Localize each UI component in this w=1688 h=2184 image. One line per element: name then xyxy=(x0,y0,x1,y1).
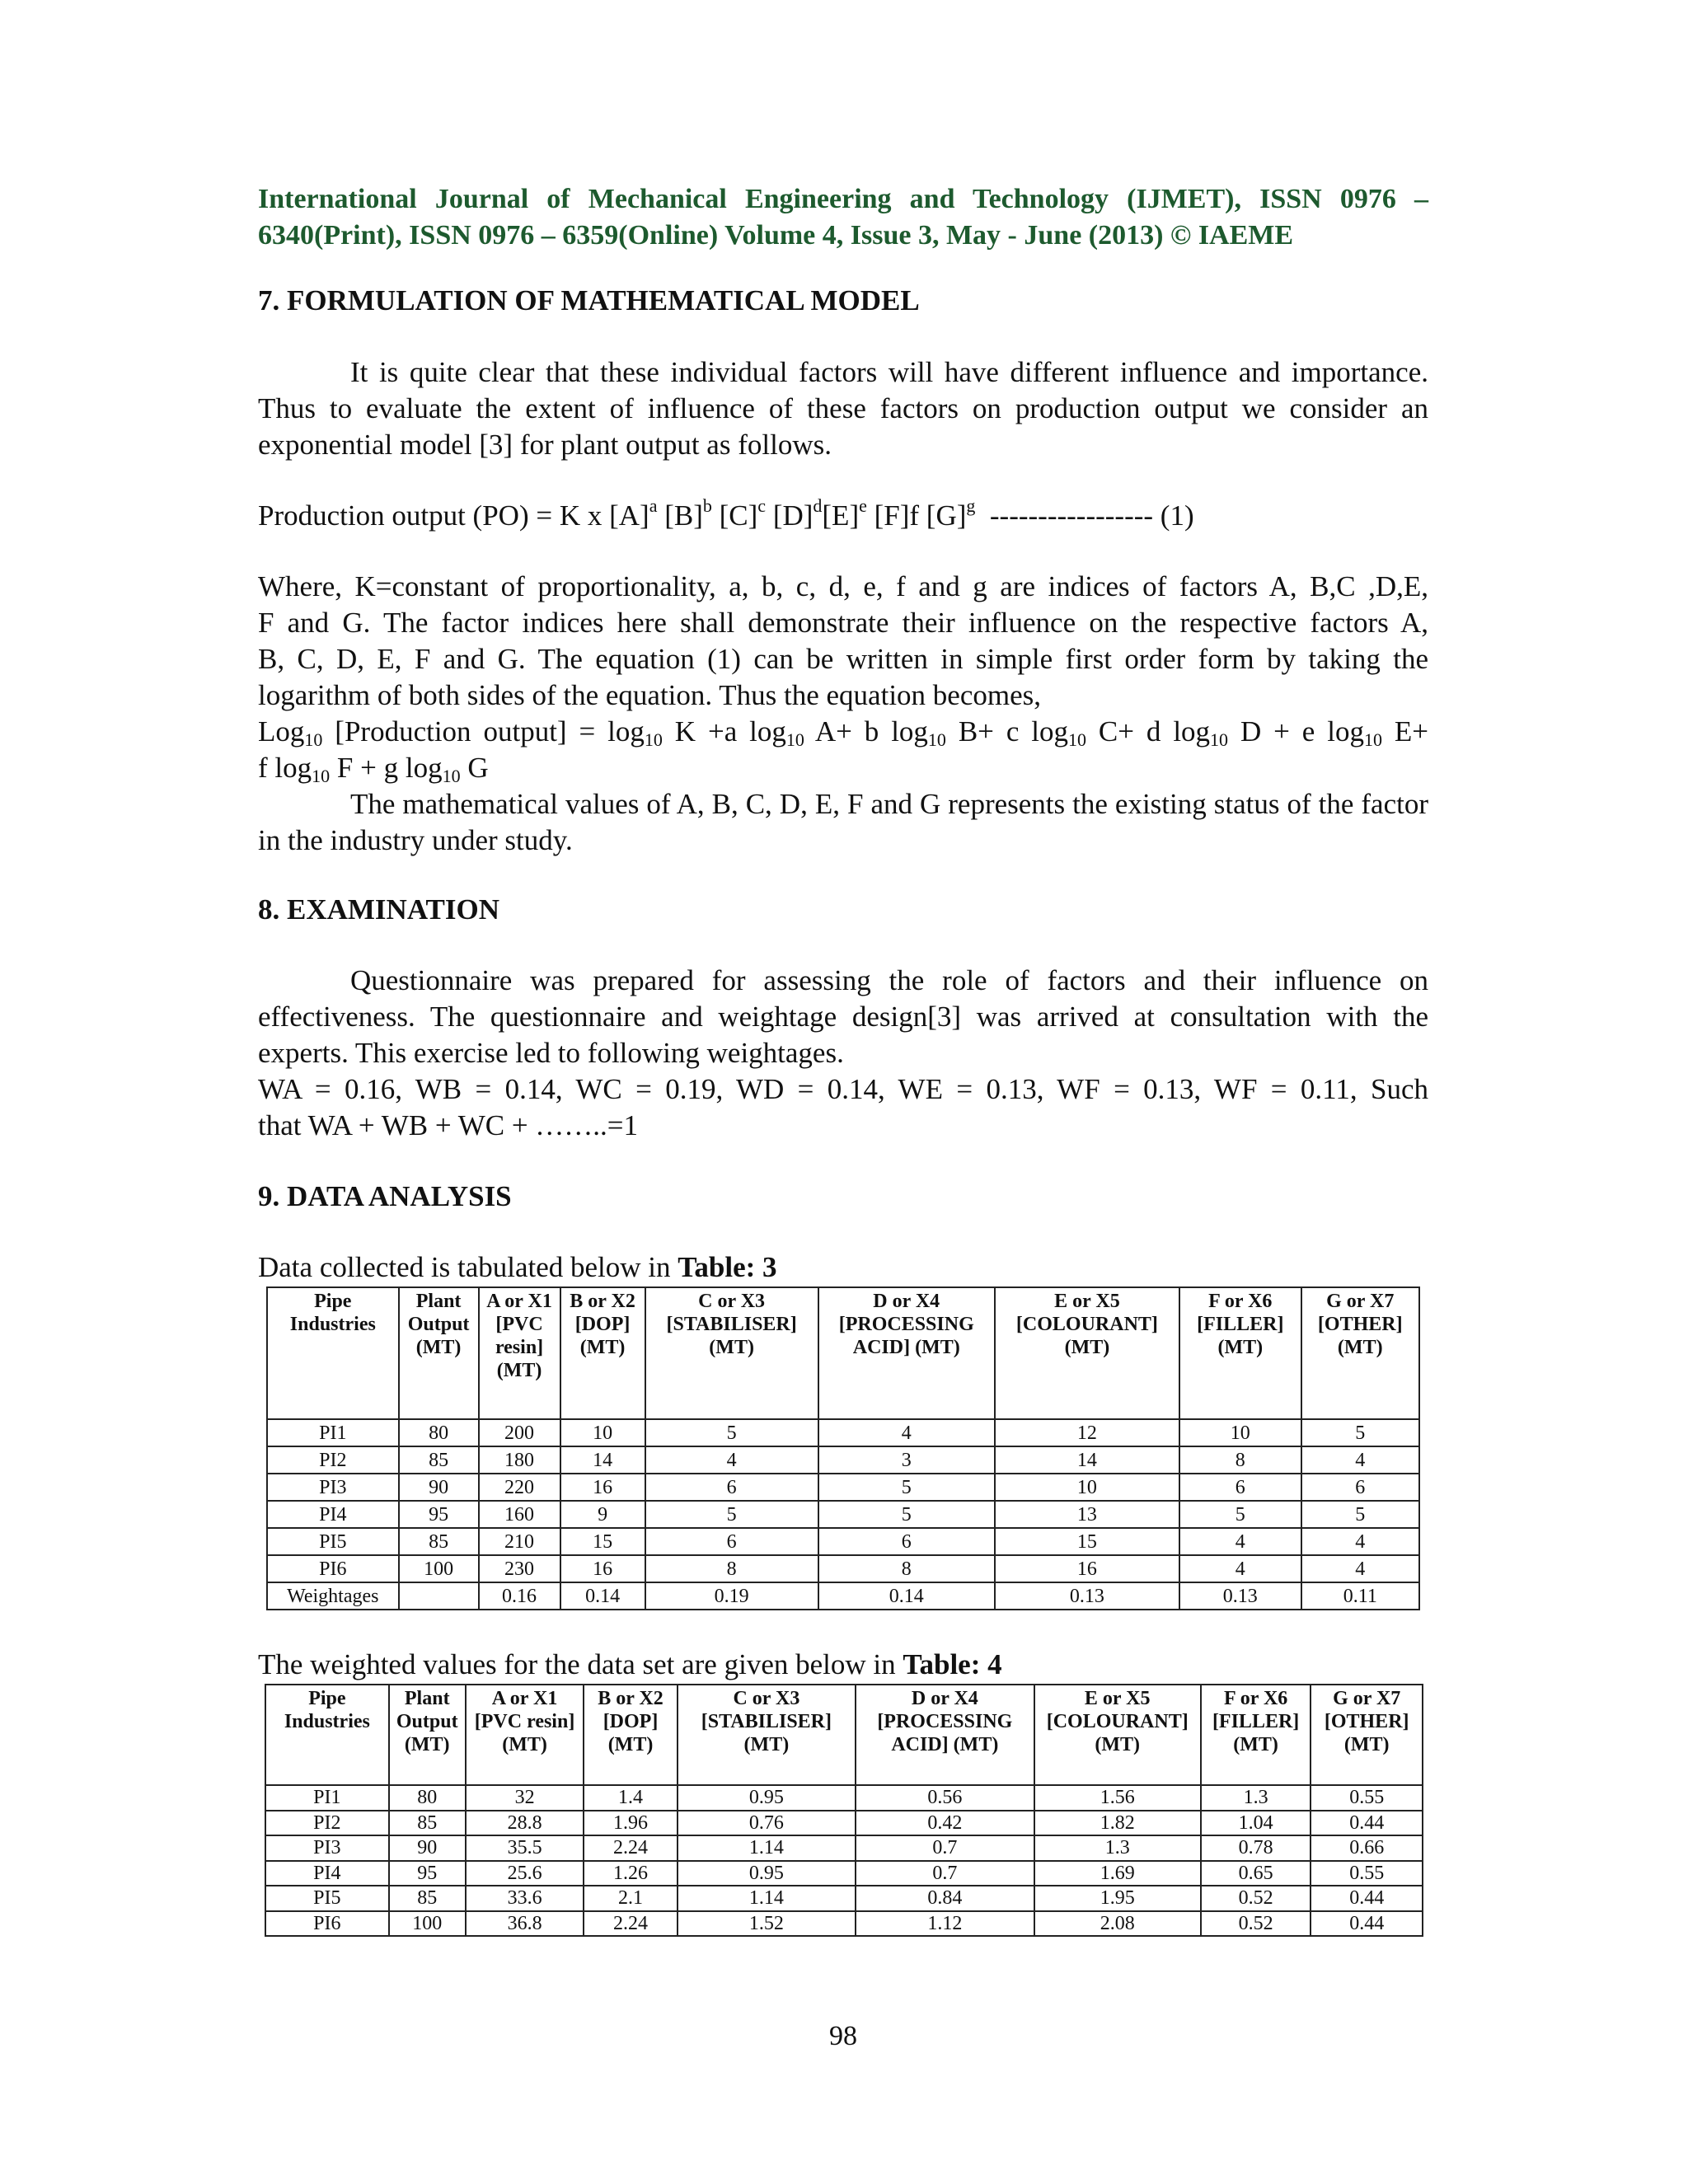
table-cell: PI4 xyxy=(265,1861,389,1886)
table-cell: 10 xyxy=(995,1474,1179,1501)
table-cell: 0.44 xyxy=(1311,1911,1423,1937)
table-cell: 5 xyxy=(1179,1501,1301,1528)
table-row xyxy=(265,1886,1423,1911)
table-cell: 12 xyxy=(995,1419,1179,1446)
table3-header-cell: C or X3 [STABILISER] (MT) xyxy=(645,1287,818,1419)
table-cell: 0.44 xyxy=(1311,1886,1423,1911)
table-4 xyxy=(265,1684,1423,1937)
where-line-1: Where, K=constant of proportionality, a, b, c, d, e, f and g are indices of factors A, B,C ,D,E, xyxy=(258,570,1428,602)
table-cell: 210 xyxy=(479,1528,560,1555)
table-cell: 16 xyxy=(560,1474,645,1501)
table-row xyxy=(265,1835,1423,1861)
table-cell: 0.44 xyxy=(1311,1811,1423,1836)
table4-header-cell: C or X3 [STABILISER] (MT) xyxy=(678,1685,856,1785)
table-cell: 95 xyxy=(389,1861,466,1886)
table-cell: 180 xyxy=(479,1446,560,1474)
table-cell: 1.14 xyxy=(678,1835,856,1861)
table4-header-cell: D or X4 [PROCESSING ACID] (MT) xyxy=(856,1685,1034,1785)
table4-header-cell: Pipe Industries xyxy=(265,1685,389,1785)
table-cell: 13 xyxy=(995,1501,1179,1528)
table3-header-cell: D or X4 [PROCESSING ACID] (MT) xyxy=(818,1287,995,1419)
table-cell: PI2 xyxy=(267,1446,399,1474)
table-4-caption xyxy=(258,1647,1002,1683)
section-8-title: 8. EXAMINATION xyxy=(258,893,499,926)
table-cell: 1.82 xyxy=(1034,1811,1201,1836)
table-cell: 6 xyxy=(1179,1474,1301,1501)
table-cell: 4 xyxy=(1179,1555,1301,1582)
table-cell: 10 xyxy=(560,1419,645,1446)
table-cell: 0.78 xyxy=(1201,1835,1311,1861)
header-line-1: International Journal of Mechanical Engineering and Technology (IJMET), ISSN 0976 – xyxy=(258,184,1428,214)
section-7-paragraph-2 xyxy=(258,569,1428,786)
table-cell: 16 xyxy=(995,1555,1179,1582)
table-cell: 2.24 xyxy=(584,1911,677,1937)
table-row xyxy=(267,1474,1419,1501)
table-cell: PI5 xyxy=(267,1528,399,1555)
table-cell: 0.19 xyxy=(645,1582,818,1610)
page-number: 98 xyxy=(829,2021,857,2051)
table-row xyxy=(265,1811,1423,1836)
table-cell: 220 xyxy=(479,1474,560,1501)
table-cell: 85 xyxy=(389,1886,466,1911)
table-cell: 10 xyxy=(1179,1419,1301,1446)
table-cell: 5 xyxy=(818,1474,995,1501)
table-cell: 100 xyxy=(389,1911,466,1937)
table-cell: Weightages xyxy=(267,1582,399,1610)
table-cell: 4 xyxy=(1301,1446,1419,1474)
table-cell: 3 xyxy=(818,1446,995,1474)
table-cell: 5 xyxy=(645,1419,818,1446)
table-cell: PI6 xyxy=(265,1911,389,1937)
where-line-3: B, C, D, E, F and G. The equation (1) can be written in simple first order form by taking the xyxy=(258,643,1428,675)
table-3-label: Table: 3 xyxy=(678,1251,777,1283)
equation-lhs: Production output (PO) = K x [A] xyxy=(258,499,649,532)
table-row xyxy=(267,1446,1419,1474)
table-cell: 1.96 xyxy=(584,1811,677,1836)
table4-header-cell: F or X6 [FILLER] (MT) xyxy=(1201,1685,1311,1785)
table-cell: 95 xyxy=(399,1501,479,1528)
table-3 xyxy=(266,1286,1420,1610)
table-cell: 0.16 xyxy=(479,1582,560,1610)
table-cell: 1.3 xyxy=(1201,1785,1311,1811)
table-cell: PI6 xyxy=(267,1555,399,1582)
table-cell: 100 xyxy=(399,1555,479,1582)
section-7-paragraph-1: It is quite clear that these individual factors will have different influence and importance. Thus to evaluate the extent of influence of these factors on production output we consider an exponential model [3] for plant output as follows. xyxy=(258,356,1428,461)
table-cell: 1.04 xyxy=(1201,1811,1311,1836)
table-cell xyxy=(399,1582,479,1610)
table-cell: 14 xyxy=(995,1446,1179,1474)
table-cell: 0.76 xyxy=(678,1811,856,1836)
table-cell: 0.13 xyxy=(1179,1582,1301,1610)
section-7-title: 7. FORMULATION OF MATHEMATICAL MODEL xyxy=(258,284,920,316)
table-row xyxy=(265,1911,1423,1937)
table4-header-cell: B or X2 [DOP] (MT) xyxy=(584,1685,677,1785)
table-cell: 8 xyxy=(1179,1446,1301,1474)
table-cell: 5 xyxy=(818,1501,995,1528)
table-row xyxy=(267,1582,1419,1610)
table-cell: 4 xyxy=(818,1419,995,1446)
table-cell: 0.55 xyxy=(1311,1861,1423,1886)
table-cell: 1.52 xyxy=(678,1911,856,1937)
table-cell: 1.14 xyxy=(678,1886,856,1911)
table3-header-cell: A or X1 [PVC resin] (MT) xyxy=(479,1287,560,1419)
table-cell: 4 xyxy=(1301,1528,1419,1555)
table-cell: 0.95 xyxy=(678,1785,856,1811)
table-cell: 36.8 xyxy=(466,1911,584,1937)
table-row xyxy=(267,1528,1419,1555)
table4-header-cell: G or X7 [OTHER] (MT) xyxy=(1311,1685,1423,1785)
journal-header xyxy=(258,181,1428,254)
table-cell: 0.52 xyxy=(1201,1911,1311,1937)
table-cell: 0.14 xyxy=(818,1582,995,1610)
section-8-paragraph: Questionnaire was prepared for assessing the role of factors and their influence on effectiveness. The questionnaire and weightage design[3] was arrived at consultation with the experts. This exercise led to following weightages. xyxy=(258,964,1428,1069)
where-line-2: F and G. The factor indices here shall demonstrate their influence on the respective factors A, xyxy=(258,607,1428,639)
table-cell: 15 xyxy=(560,1528,645,1555)
table-3-caption xyxy=(258,1249,777,1286)
table-cell: 1.26 xyxy=(584,1861,677,1886)
table3-header-cell: B or X2 [DOP] (MT) xyxy=(560,1287,645,1419)
table-row xyxy=(267,1419,1419,1446)
table-cell: 0.14 xyxy=(560,1582,645,1610)
table-cell: 6 xyxy=(818,1528,995,1555)
weightages-text xyxy=(258,1071,1428,1144)
table-cell: 230 xyxy=(479,1555,560,1582)
table-cell: 5 xyxy=(645,1501,818,1528)
table-row xyxy=(265,1785,1423,1811)
table-cell: 0.55 xyxy=(1311,1785,1423,1811)
weightages-line-1: WA = 0.16, WB = 0.14, WC = 0.19, WD = 0.14, WE = 0.13, WF = 0.13, WF = 0.11, Such xyxy=(258,1073,1428,1105)
table-cell: 16 xyxy=(560,1555,645,1582)
table-cell: 0.65 xyxy=(1201,1861,1311,1886)
table-cell: 80 xyxy=(389,1785,466,1811)
table-cell: 1.12 xyxy=(856,1911,1034,1937)
table-3-caption-text: Data collected is tabulated below in xyxy=(258,1251,678,1283)
table3-header-cell: Plant Output (MT) xyxy=(399,1287,479,1419)
table-cell: PI2 xyxy=(265,1811,389,1836)
table-cell: 15 xyxy=(995,1528,1179,1555)
table-cell: 32 xyxy=(466,1785,584,1811)
table-cell: 35.5 xyxy=(466,1835,584,1861)
table-cell: 8 xyxy=(645,1555,818,1582)
table-row xyxy=(267,1555,1419,1582)
table-row xyxy=(265,1861,1423,1886)
table3-header-cell: E or X5 [COLOURANT] (MT) xyxy=(995,1287,1179,1419)
table3-header-cell: F or X6 [FILLER] (MT) xyxy=(1179,1287,1301,1419)
table-cell: 0.7 xyxy=(856,1861,1034,1886)
log-equation-line-2: f $\log_{10} F + g$ $\log_{10} G$ xyxy=(258,752,489,786)
table-cell: 0.11 xyxy=(1301,1582,1419,1610)
table-row xyxy=(267,1501,1419,1528)
table-cell: 0.56 xyxy=(856,1785,1034,1811)
table-4-header-row xyxy=(265,1685,1423,1785)
table-cell: 0.42 xyxy=(856,1811,1034,1836)
table4-header-cell: Plant Output (MT) xyxy=(389,1685,466,1785)
table-cell: 0.95 xyxy=(678,1861,856,1886)
table-cell: 200 xyxy=(479,1419,560,1446)
table-cell: PI1 xyxy=(265,1785,389,1811)
equation-ref: ----------------- (1) xyxy=(982,499,1194,532)
header-line-2: 6340(Print), ISSN 0976 – 6359(Online) Volume 4, Issue 3, May - June (2013) © IAEME xyxy=(258,220,1294,251)
production-output-equation: Production output (PO) = K x $[A]^a$ $[B]^b$ $[C]^c$ $[D]^d[E]^e$ [F]f $[G]^g$ ----------------- (1) xyxy=(258,495,1194,532)
weightages-line-2: that WA + WB + WC + ……..=1 xyxy=(258,1109,639,1141)
table-cell: 2.24 xyxy=(584,1835,677,1861)
table-cell: 85 xyxy=(399,1446,479,1474)
table-cell: 85 xyxy=(389,1811,466,1836)
table3-header-cell: Pipe Industries xyxy=(267,1287,399,1419)
table-cell: PI5 xyxy=(265,1886,389,1911)
table-cell: PI4 xyxy=(267,1501,399,1528)
section-9-title: 9. DATA ANALYSIS xyxy=(258,1180,512,1212)
table-cell: 4 xyxy=(645,1446,818,1474)
table-cell: 4 xyxy=(1179,1528,1301,1555)
table-cell: 28.8 xyxy=(466,1811,584,1836)
table-cell: 5 xyxy=(1301,1419,1419,1446)
table-cell: 6 xyxy=(645,1528,818,1555)
table-cell: 33.6 xyxy=(466,1886,584,1911)
table3-header-cell: G or X7 [OTHER] (MT) xyxy=(1301,1287,1419,1419)
table-cell: 2.1 xyxy=(584,1886,677,1911)
table-cell: PI3 xyxy=(267,1474,399,1501)
table-cell: PI1 xyxy=(267,1419,399,1446)
table-cell: 2.08 xyxy=(1034,1911,1201,1937)
table-cell: 90 xyxy=(389,1835,466,1861)
where-line-4: logarithm of both sides of the equation. Thus the equation becomes, xyxy=(258,679,1041,711)
table-cell: 85 xyxy=(399,1528,479,1555)
table-cell: 1.95 xyxy=(1034,1886,1201,1911)
table-cell: 6 xyxy=(645,1474,818,1501)
table-cell: 8 xyxy=(818,1555,995,1582)
table-cell: 1.3 xyxy=(1034,1835,1201,1861)
table4-header-cell: E or X5 [COLOURANT] (MT) xyxy=(1034,1685,1201,1785)
table-cell: 160 xyxy=(479,1501,560,1528)
table4-header-cell: A or X1 [PVC resin] (MT) xyxy=(466,1685,584,1785)
table-cell: 5 xyxy=(1301,1501,1419,1528)
table-cell: 14 xyxy=(560,1446,645,1474)
table-cell: 80 xyxy=(399,1419,479,1446)
table-cell: 9 xyxy=(560,1501,645,1528)
log-equation-line-1: Log$_{10}$ [Production output] = $\log_{10} K +a$ $\log_{10} A+ b$ $\log_{10} B+ c$ $\log_{10} C+ d$ $\log_{10} D + e$ $\log_{10} E+$ xyxy=(258,715,1428,750)
table-cell: 25.6 xyxy=(466,1861,584,1886)
section-7-paragraph-3: The mathematical values of A, B, C, D, E, F and G represents the existing status of the factor in the industry under study. xyxy=(258,788,1428,856)
table-cell: 0.84 xyxy=(856,1886,1034,1911)
table-cell: 4 xyxy=(1301,1555,1419,1582)
table-cell: 0.52 xyxy=(1201,1886,1311,1911)
table-cell: 6 xyxy=(1301,1474,1419,1501)
table-cell: 0.66 xyxy=(1311,1835,1423,1861)
table-cell: 1.69 xyxy=(1034,1861,1201,1886)
table-cell: 0.13 xyxy=(995,1582,1179,1610)
table-4-caption-text: The weighted values for the data set are given below in xyxy=(258,1648,903,1680)
table-cell: 1.4 xyxy=(584,1785,677,1811)
table-cell: 90 xyxy=(399,1474,479,1501)
table-4-label: Table: 4 xyxy=(903,1648,1002,1680)
table-3-header-row xyxy=(267,1287,1419,1419)
table-cell: 1.56 xyxy=(1034,1785,1201,1811)
table-cell: PI3 xyxy=(265,1835,389,1861)
table-cell: 0.7 xyxy=(856,1835,1034,1861)
